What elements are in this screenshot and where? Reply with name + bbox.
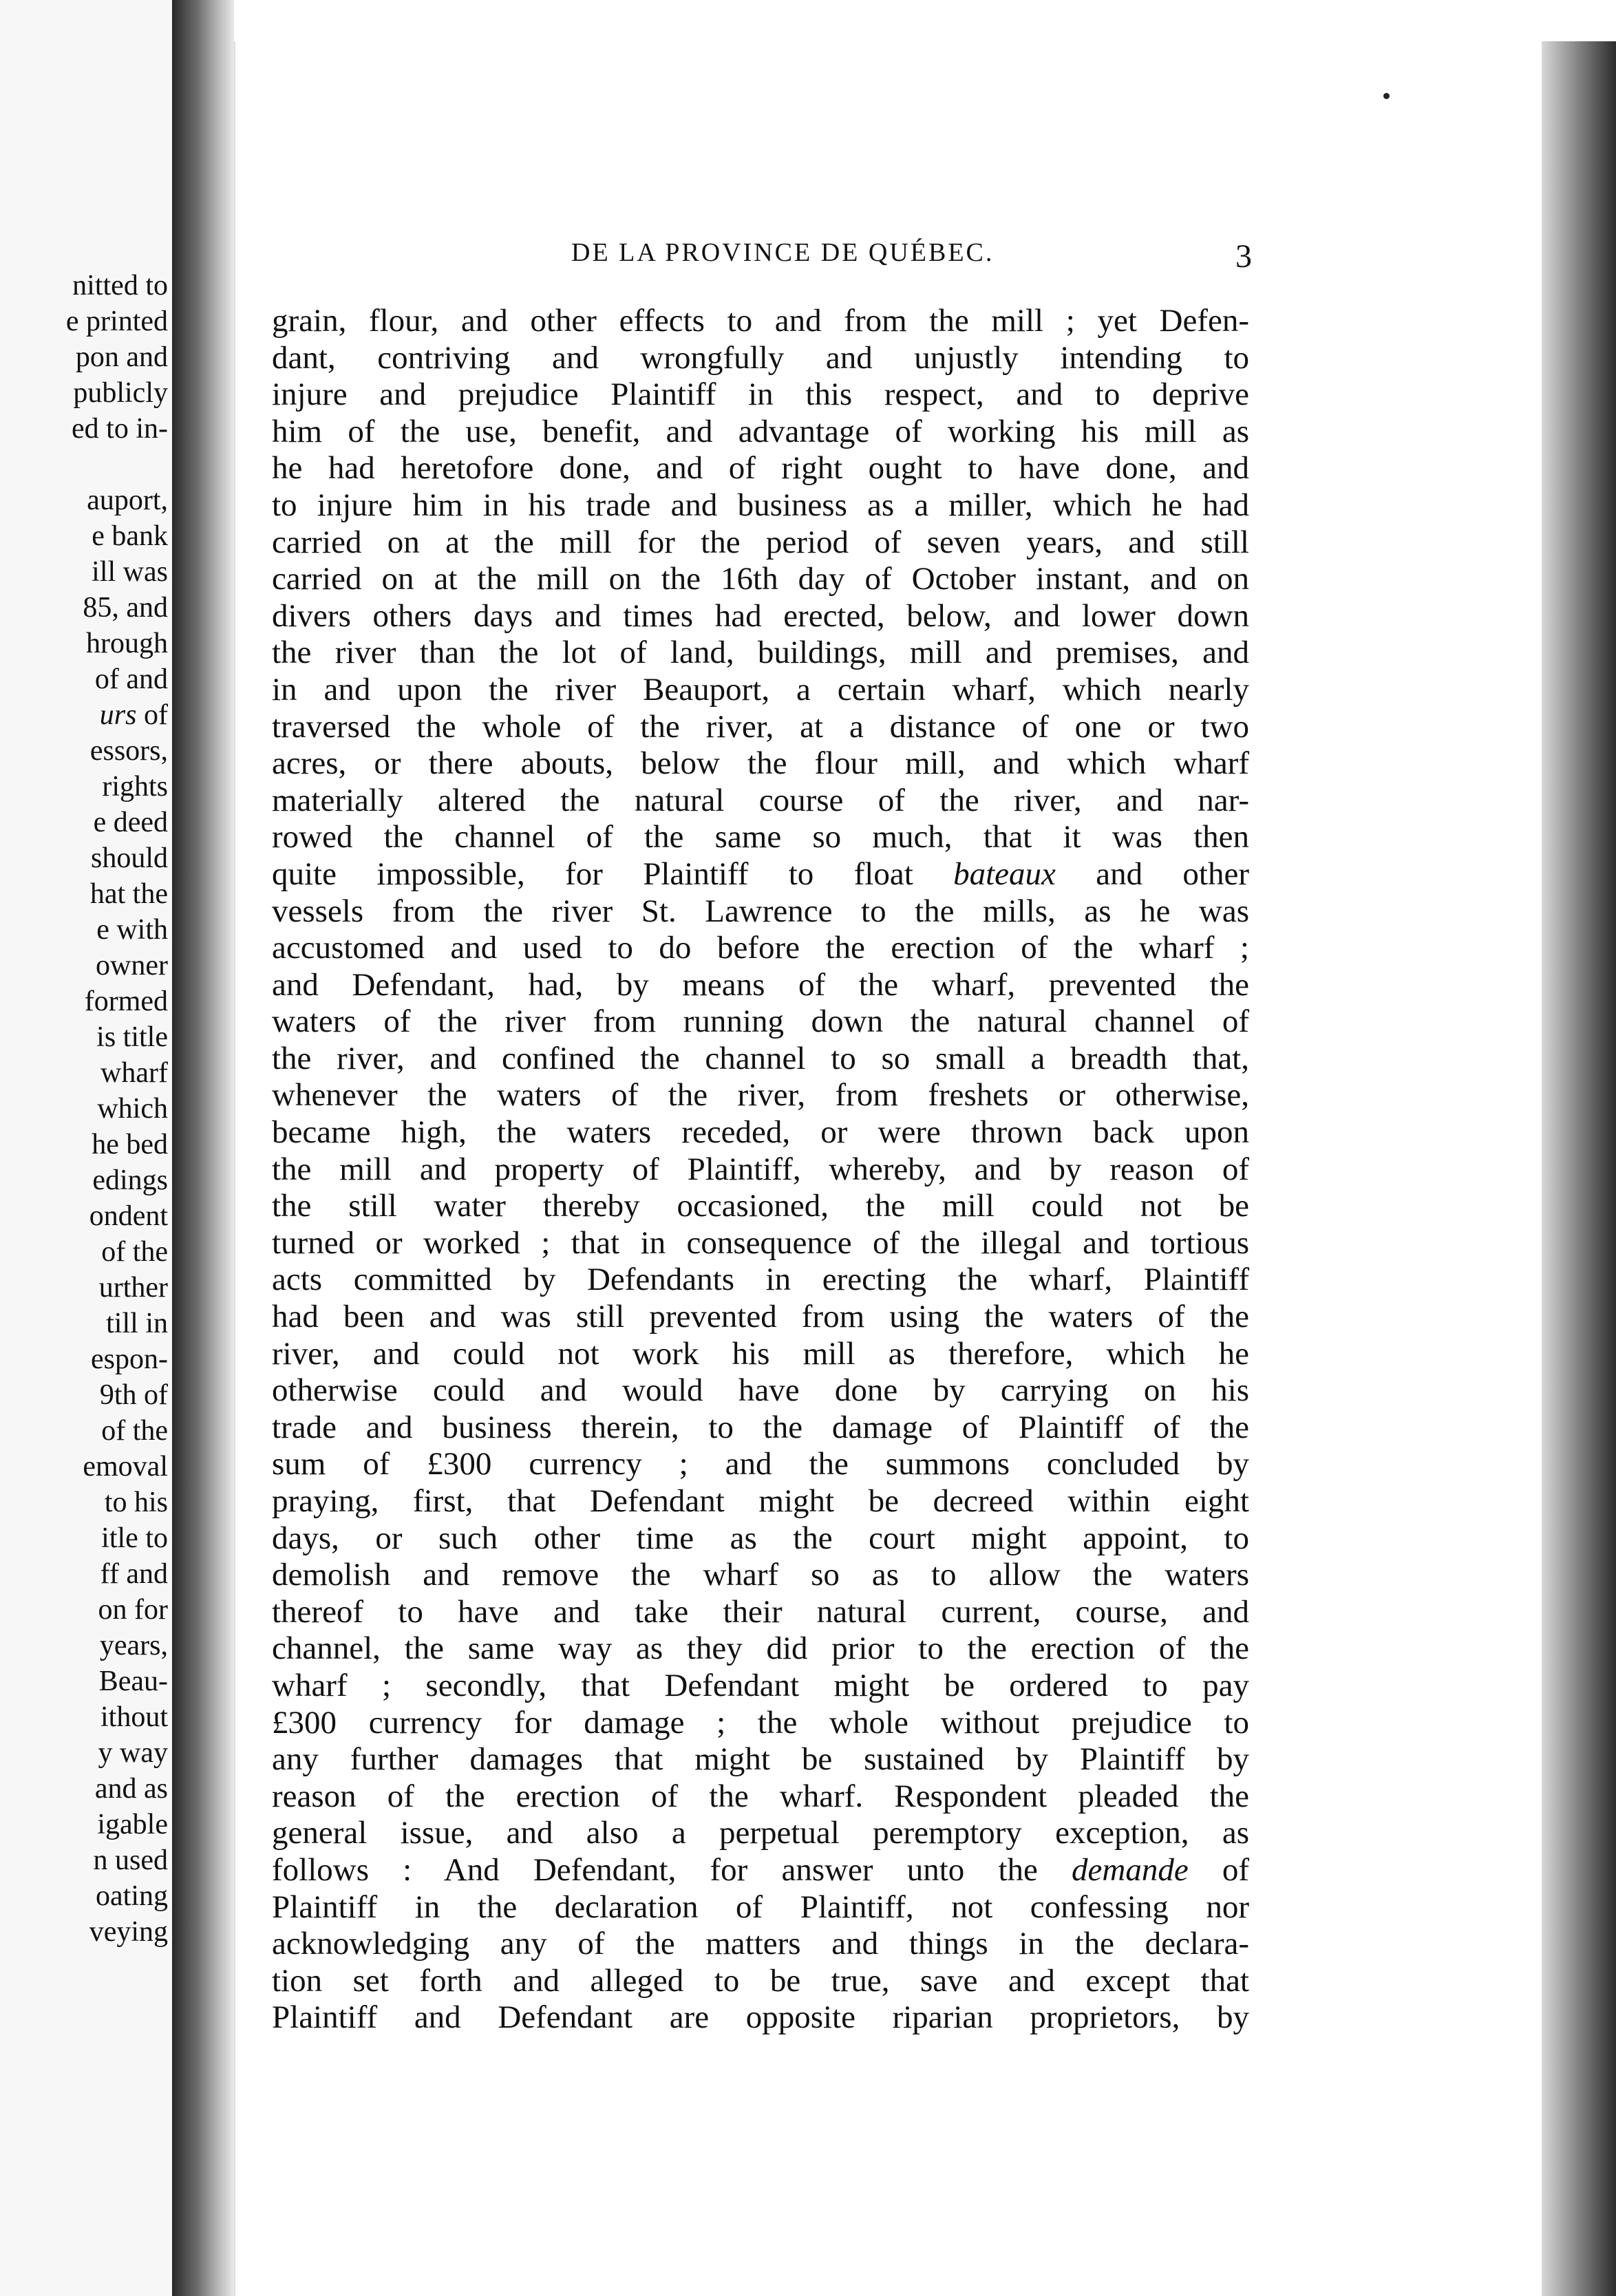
left-page-line: e printed [65,306,168,337]
left-page-line: which [97,1093,168,1125]
body-line: reason of the erection of the wharf. Respondent pleaded the [272,1778,1249,1814]
body-line: waters of the river from running down the natural channel of [272,1003,1249,1040]
left-page-line: edings [92,1165,168,1196]
body-line: materially altered the natural course of the river, and nar- [272,782,1249,818]
body-line: sum of £300 currency ; and the summons concluded by [272,1446,1249,1482]
left-page-line: e bank [92,520,168,552]
left-page-line: of the [101,1236,168,1268]
left-page-line: years, [99,1630,168,1661]
body-line: trade and business therein, to the damage of Plaintiff of the [272,1409,1249,1445]
body-line: the river than the lot of land, buildings, mill and premises, and [272,635,1249,671]
page-edge-shadow [1542,41,1616,2296]
left-page-line: ithout [100,1701,168,1733]
body-line: follows : And Defendant, for answer unto the demande of [272,1851,1249,1888]
left-page-line: ff and [100,1558,168,1590]
body-line: rowed the channel of the same so much, that it was then [272,819,1249,855]
left-page-line: to his [104,1487,168,1518]
body-line: Plaintiff and Defendant are opposite riparian proprietors, by [272,1999,1249,2036]
left-page-line: on for [98,1594,168,1626]
left-page-line: e with [96,914,168,946]
body-line: the mill and property of Plaintiff, whereby, and by reason of [272,1151,1249,1187]
body-line: dant, contriving and wrongfully and unjustly intending to [272,339,1249,376]
left-page-line: nitted to [72,270,168,301]
body-line: Plaintiff in the declaration of Plaintiff, not confessing nor [272,1889,1249,1925]
left-page-line: y way [98,1737,168,1769]
body-line: the still water thereby occasioned, the mill could not be [272,1188,1249,1224]
left-page-line: oating [96,1880,168,1912]
body-line: wharf ; secondly, that Defendant might be ordered to pay [272,1667,1249,1703]
left-page-line: and as [94,1773,168,1805]
page-number: 3 [1235,238,1252,275]
left-page-line: veying [89,1916,168,1948]
body-text [272,303,1249,2037]
left-page-line: espon- [91,1343,168,1375]
left-page-line: Beau- [98,1666,168,1697]
left-page-line: ondent [89,1200,168,1232]
left-page-line: is title [96,1021,168,1053]
left-page-line: of and [94,663,168,695]
left-page-line: should [90,842,168,874]
left-page-line: till in [106,1308,168,1339]
left-page-line: urs of [99,699,168,731]
body-line: demolish and remove the wharf so as to allow the waters [272,1557,1249,1593]
body-line: praying, first, that Defendant might be decreed within eight [272,1483,1249,1519]
body-line: the river, and confined the channel to so small a breadth that, [272,1040,1249,1076]
body-line: general issue, and also a perpetual peremptory exception, as [272,1815,1249,1851]
left-page-line: wharf [100,1057,168,1089]
left-page-line: hrough [86,628,168,659]
left-page-line: essors, [89,735,168,767]
left-page-line: publicly [73,377,168,409]
body-line: otherwise could and would have done by carrying on his [272,1372,1249,1409]
left-page-line: itle to [101,1522,168,1554]
left-page-line: 9th of [99,1379,168,1411]
left-page-line: urther [98,1272,168,1304]
body-line: any further damages that might be sustained by Plaintiff by [272,1741,1249,1778]
body-line: acts committed by Defendants in erecting the wharf, Plaintiff [272,1262,1249,1298]
left-page-line: pon and [75,341,168,373]
left-page-line: hat the [89,878,168,910]
left-page-line: ed to in- [72,413,168,445]
book-gutter [172,0,234,2296]
body-line: injure and prejudice Plaintiff in this respect, and to deprive [272,376,1249,413]
body-line: had been and was still prevented from using the waters of the [272,1299,1249,1335]
body-line: acknowledging any of the matters and things in the declara- [272,1926,1249,1962]
left-page-line: auport, [87,485,168,516]
body-line: him of the use, benefit, and advantage of working his mill as [272,413,1249,449]
body-line: he had heretofore done, and of right ought to have done, and [272,450,1249,487]
body-line: tion set forth and alleged to be true, save and except that [272,1962,1249,1999]
body-line: quite impossible, for Plaintiff to float bateaux and other [272,855,1249,892]
left-page-line: n used [93,1845,168,1876]
left-page-line: of the [101,1415,168,1447]
body-line: whenever the waters of the river, from freshets or otherwise, [272,1077,1249,1114]
body-line: turned or worked ; that in consequence of the illegal and tortious [272,1224,1249,1261]
left-page-line: e deed [93,807,168,838]
body-line: became high, the waters receded, or were thrown back upon [272,1114,1249,1151]
body-line: days, or such other time as the court might appoint, to [272,1520,1249,1556]
left-page-line: emoval [83,1451,168,1482]
body-line: carried on at the mill for the period of seven years, and still [272,524,1249,560]
body-line: acres, or there abouts, below the flour mill, and which wharf [272,745,1249,782]
body-line: £300 currency for damage ; the whole without prejudice to [272,1704,1249,1741]
body-line: carried on at the mill on the 16th day of October instant, and on [272,561,1249,597]
body-line: river, and could not work his mill as therefore, which he [272,1335,1249,1372]
body-line: vessels from the river St. Lawrence to the mills, as he was [272,893,1249,929]
body-line: accustomed and used to do before the erection of the wharf ; [272,930,1249,966]
left-page-line: ill was [92,556,168,588]
left-page-line: 85, and [83,592,168,624]
left-page-line: igable [97,1809,168,1840]
left-page-line: he bed [92,1129,168,1160]
left-page-fragment [0,0,172,2296]
body-line: divers others days and times had erected, below, and lower down [272,597,1249,634]
left-page-line: owner [96,950,168,981]
body-line: grain, flour, and other effects to and from the mill ; yet Defen- [272,303,1249,339]
left-page-line: rights [102,771,168,802]
body-line: channel, the same way as they did prior to the erection of the [272,1630,1249,1667]
body-line: thereof to have and take their natural current, course, and [272,1593,1249,1630]
left-page-line: formed [84,986,168,1017]
running-head: DE LA PROVINCE DE QUÉBEC. [571,238,995,267]
body-line: to injure him in his trade and business as a miller, which he had [272,487,1249,523]
body-line: in and upon the river Beauport, a certain wharf, which nearly [272,671,1249,708]
body-line: traversed the whole of the river, at a distance of one or two [272,708,1249,745]
body-line: and Defendant, had, by means of the wharf, prevented the [272,966,1249,1003]
specks [1383,93,1390,99]
